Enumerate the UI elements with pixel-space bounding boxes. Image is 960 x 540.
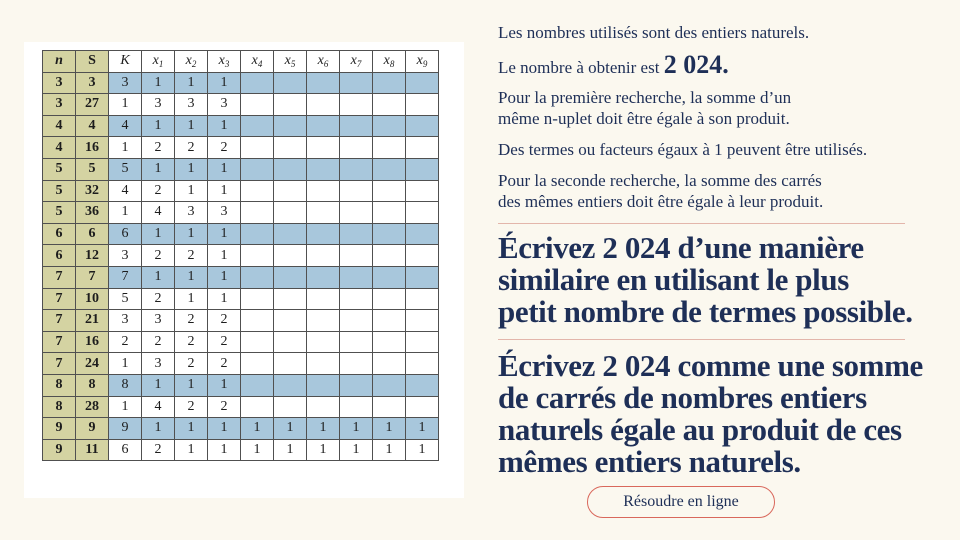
- cell-x6: [307, 202, 340, 224]
- cell-x5: [274, 115, 307, 137]
- cell-s: 21: [76, 310, 109, 332]
- cell-n: 7: [43, 331, 76, 353]
- cell-x3: 1: [208, 115, 241, 137]
- cell-k: 6: [109, 223, 142, 245]
- cell-x4: [241, 331, 274, 353]
- cell-x5: [274, 310, 307, 332]
- solve-online-button[interactable]: Résoudre en ligne: [587, 486, 775, 518]
- cell-x2: 1: [175, 223, 208, 245]
- cell-x9: [406, 72, 439, 94]
- divider-top: [498, 223, 905, 224]
- cell-x8: 1: [373, 418, 406, 440]
- cell-x9: [406, 94, 439, 116]
- cell-x8: [373, 158, 406, 180]
- cell-k: 4: [109, 180, 142, 202]
- cell-x7: [340, 310, 373, 332]
- cell-x2: 1: [175, 180, 208, 202]
- header-s: S: [76, 51, 109, 73]
- cell-x2: 3: [175, 94, 208, 116]
- cell-x3: 2: [208, 396, 241, 418]
- cell-k: 6: [109, 439, 142, 461]
- cell-x6: [307, 245, 340, 267]
- cell-x1: 1: [142, 418, 175, 440]
- cell-k: 7: [109, 266, 142, 288]
- cell-x5: [274, 180, 307, 202]
- cell-x8: [373, 310, 406, 332]
- cell-x3: 3: [208, 94, 241, 116]
- cell-x2: 2: [175, 310, 208, 332]
- cell-x8: [373, 245, 406, 267]
- cell-n: 5: [43, 158, 76, 180]
- challenge-1-line-1: Écrivez 2 024 d’une manière: [498, 230, 864, 265]
- table-row: [43, 418, 439, 440]
- header-x6: $x_6$: [307, 51, 340, 73]
- cell-n: 3: [43, 94, 76, 116]
- cell-x1: 2: [142, 331, 175, 353]
- cell-x9: [406, 353, 439, 375]
- cell-x3: 1: [208, 158, 241, 180]
- cell-x6: [307, 72, 340, 94]
- cell-k: 8: [109, 374, 142, 396]
- cell-x7: 1: [340, 418, 373, 440]
- cell-x8: [373, 223, 406, 245]
- solution-table-panel: [24, 42, 464, 498]
- cell-k: 3: [109, 245, 142, 267]
- cell-x7: [340, 223, 373, 245]
- header-x5: $x_5$: [274, 51, 307, 73]
- cell-s: 16: [76, 137, 109, 159]
- cell-x9: [406, 202, 439, 224]
- cell-x4: [241, 115, 274, 137]
- table-row: [43, 115, 439, 137]
- cell-x1: 2: [142, 180, 175, 202]
- cell-x6: [307, 331, 340, 353]
- cell-n: 7: [43, 288, 76, 310]
- cell-k: 3: [109, 72, 142, 94]
- cell-x3: 1: [208, 266, 241, 288]
- header-x9: $x_9$: [406, 51, 439, 73]
- cell-x4: [241, 137, 274, 159]
- table-row: [43, 331, 439, 353]
- cell-x7: [340, 180, 373, 202]
- cell-x4: [241, 245, 274, 267]
- solution-table: [42, 50, 439, 461]
- cell-x8: [373, 353, 406, 375]
- cell-x3: 2: [208, 331, 241, 353]
- table-header-row: [43, 51, 439, 73]
- cell-n: 4: [43, 137, 76, 159]
- cell-x1: 4: [142, 202, 175, 224]
- intro-line-4: Des termes ou facteurs égaux à 1 peuvent être utilisés.: [498, 140, 868, 159]
- table-row: [43, 288, 439, 310]
- cell-n: 8: [43, 374, 76, 396]
- cell-x3: 1: [208, 223, 241, 245]
- cell-x7: 1: [340, 439, 373, 461]
- cell-s: 24: [76, 353, 109, 375]
- cell-k: 1: [109, 137, 142, 159]
- cell-x2: 2: [175, 245, 208, 267]
- cell-k: 2: [109, 331, 142, 353]
- cell-x4: [241, 353, 274, 375]
- cell-x4: [241, 202, 274, 224]
- cell-s: 9: [76, 418, 109, 440]
- cell-s: 27: [76, 94, 109, 116]
- cell-k: 1: [109, 396, 142, 418]
- cell-x7: [340, 266, 373, 288]
- cell-s: 3: [76, 72, 109, 94]
- cell-x4: [241, 288, 274, 310]
- table-row: [43, 396, 439, 418]
- cell-x3: 1: [208, 180, 241, 202]
- header-x8: $x_8$: [373, 51, 406, 73]
- cell-x8: [373, 94, 406, 116]
- cell-x2: 1: [175, 266, 208, 288]
- cell-x6: [307, 310, 340, 332]
- cell-x4: [241, 396, 274, 418]
- header-x7: $x_7$: [340, 51, 373, 73]
- cell-x2: 3: [175, 202, 208, 224]
- header-x2: $x_2$: [175, 51, 208, 73]
- cell-x9: [406, 266, 439, 288]
- cell-s: 11: [76, 439, 109, 461]
- cell-x6: [307, 353, 340, 375]
- cell-x5: [274, 396, 307, 418]
- cell-x7: [340, 158, 373, 180]
- cell-x8: 1: [373, 439, 406, 461]
- cell-x9: [406, 396, 439, 418]
- cell-x7: [340, 396, 373, 418]
- cell-x1: 1: [142, 374, 175, 396]
- cell-x1: 1: [142, 158, 175, 180]
- cell-x8: [373, 288, 406, 310]
- intro-line-5b: des mêmes entiers doit être égale à leur produit.: [498, 192, 824, 211]
- table-row: [43, 223, 439, 245]
- cell-s: 8: [76, 374, 109, 396]
- cell-s: 36: [76, 202, 109, 224]
- cell-x7: [340, 115, 373, 137]
- cell-x1: 1: [142, 266, 175, 288]
- header-x3: $x_3$: [208, 51, 241, 73]
- cell-x8: [373, 202, 406, 224]
- cell-x5: 1: [274, 439, 307, 461]
- cell-x7: [340, 94, 373, 116]
- cell-n: 4: [43, 115, 76, 137]
- cell-x3: 1: [208, 72, 241, 94]
- cell-x6: [307, 158, 340, 180]
- cell-n: 6: [43, 223, 76, 245]
- cell-x2: 1: [175, 439, 208, 461]
- cell-x5: [274, 353, 307, 375]
- cell-x8: [373, 331, 406, 353]
- cell-x4: [241, 158, 274, 180]
- cell-x6: [307, 266, 340, 288]
- cell-x4: 1: [241, 418, 274, 440]
- table-row: [43, 353, 439, 375]
- cell-x5: [274, 266, 307, 288]
- table-row: [43, 439, 439, 461]
- challenge-2-line-1: Écrivez 2 024 comme une somme: [498, 348, 923, 383]
- target-number-line: [498, 50, 918, 79]
- challenge-2-line-3: naturels égale au produit de ces: [498, 412, 902, 447]
- cell-n: 6: [43, 245, 76, 267]
- cell-x5: [274, 94, 307, 116]
- cell-x2: 2: [175, 353, 208, 375]
- cell-x1: 3: [142, 310, 175, 332]
- cell-x6: 1: [307, 418, 340, 440]
- cell-x2: 1: [175, 418, 208, 440]
- header-x1: $x_1$: [142, 51, 175, 73]
- cell-x6: [307, 94, 340, 116]
- cell-x7: [340, 245, 373, 267]
- cell-x4: [241, 310, 274, 332]
- cell-x5: 1: [274, 418, 307, 440]
- cell-x1: 4: [142, 396, 175, 418]
- cell-x1: 2: [142, 137, 175, 159]
- cell-x3: 1: [208, 245, 241, 267]
- cell-x4: [241, 223, 274, 245]
- cell-x2: 2: [175, 137, 208, 159]
- cell-x9: [406, 137, 439, 159]
- cell-x5: [274, 245, 307, 267]
- challenge-1-line-2: similaire en utilisant le plus: [498, 262, 849, 297]
- cell-x8: [373, 266, 406, 288]
- cell-s: 10: [76, 288, 109, 310]
- cell-x3: 2: [208, 353, 241, 375]
- cell-x3: 3: [208, 202, 241, 224]
- cell-x1: 2: [142, 288, 175, 310]
- cell-s: 32: [76, 180, 109, 202]
- cell-x1: 1: [142, 72, 175, 94]
- intro-line-5a: Pour la seconde recherche, la somme des carrés: [498, 171, 822, 190]
- cell-x9: [406, 374, 439, 396]
- cell-x2: 1: [175, 288, 208, 310]
- cell-x2: 1: [175, 72, 208, 94]
- target-number: 2 024.: [663, 50, 729, 79]
- cell-x8: [373, 396, 406, 418]
- cell-x2: 1: [175, 115, 208, 137]
- cell-x2: 1: [175, 374, 208, 396]
- table-row: [43, 245, 439, 267]
- cell-x1: 2: [142, 439, 175, 461]
- cell-x3: 2: [208, 310, 241, 332]
- cell-s: 7: [76, 266, 109, 288]
- cell-x9: [406, 115, 439, 137]
- cell-n: 5: [43, 202, 76, 224]
- cell-x8: [373, 137, 406, 159]
- cell-x9: [406, 158, 439, 180]
- table-row: [43, 374, 439, 396]
- cell-x9: [406, 180, 439, 202]
- cell-x7: [340, 288, 373, 310]
- cell-x5: [274, 158, 307, 180]
- cell-x6: [307, 374, 340, 396]
- target-prefix: Le nombre à obtenir est: [498, 58, 660, 77]
- cell-k: 1: [109, 94, 142, 116]
- table-row: [43, 202, 439, 224]
- cell-x5: [274, 202, 307, 224]
- cell-x6: [307, 180, 340, 202]
- cell-x1: 1: [142, 223, 175, 245]
- cell-n: 7: [43, 310, 76, 332]
- cell-k: 5: [109, 288, 142, 310]
- cell-x4: [241, 72, 274, 94]
- cell-x4: [241, 374, 274, 396]
- cell-x9: 1: [406, 418, 439, 440]
- cell-x7: [340, 202, 373, 224]
- cell-x9: [406, 245, 439, 267]
- cell-x3: 1: [208, 374, 241, 396]
- cell-n: 8: [43, 396, 76, 418]
- cell-x6: [307, 288, 340, 310]
- cell-x1: 3: [142, 353, 175, 375]
- instructions-panel: [498, 20, 918, 212]
- table-row: [43, 94, 439, 116]
- header-n: n: [43, 51, 76, 73]
- cell-n: 7: [43, 266, 76, 288]
- cell-n: 7: [43, 353, 76, 375]
- cell-x8: [373, 374, 406, 396]
- cell-k: 9: [109, 418, 142, 440]
- cell-s: 12: [76, 245, 109, 267]
- cell-k: 4: [109, 115, 142, 137]
- cell-x5: [274, 72, 307, 94]
- table-row: [43, 158, 439, 180]
- cell-x7: [340, 72, 373, 94]
- cell-x7: [340, 353, 373, 375]
- intro-line-1: Les nombres utilisés sont des entiers naturels.: [498, 23, 810, 42]
- cell-x5: [274, 223, 307, 245]
- cell-x8: [373, 180, 406, 202]
- challenge-2-line-4: mêmes entiers naturels.: [498, 444, 801, 479]
- cell-x1: 3: [142, 94, 175, 116]
- cell-x9: [406, 331, 439, 353]
- challenge-2-line-2: de carrés de nombres entiers: [498, 380, 867, 415]
- table-row: [43, 72, 439, 94]
- table-row: [43, 266, 439, 288]
- cell-x8: [373, 115, 406, 137]
- header-x4: $x_4$: [241, 51, 274, 73]
- cell-k: 1: [109, 202, 142, 224]
- cell-x2: 2: [175, 396, 208, 418]
- cell-x6: [307, 396, 340, 418]
- cell-x6: 1: [307, 439, 340, 461]
- cell-n: 5: [43, 180, 76, 202]
- cell-x3: 1: [208, 288, 241, 310]
- cell-x4: 1: [241, 439, 274, 461]
- cell-x1: 2: [142, 245, 175, 267]
- cell-x3: 2: [208, 137, 241, 159]
- cell-n: 9: [43, 418, 76, 440]
- cell-x4: [241, 266, 274, 288]
- cell-x6: [307, 115, 340, 137]
- cell-k: 1: [109, 353, 142, 375]
- cell-x5: [274, 374, 307, 396]
- intro-line-3a: Pour la première recherche, la somme d’un: [498, 88, 792, 107]
- cell-n: 9: [43, 439, 76, 461]
- challenge-1-heading: [498, 232, 928, 328]
- cell-x9: [406, 288, 439, 310]
- cell-x4: [241, 180, 274, 202]
- cell-x8: [373, 72, 406, 94]
- challenge-2-heading: [498, 350, 928, 478]
- cell-x4: [241, 94, 274, 116]
- cell-k: 5: [109, 158, 142, 180]
- cell-s: 6: [76, 223, 109, 245]
- cell-x7: [340, 137, 373, 159]
- table-row: [43, 137, 439, 159]
- cell-x2: 1: [175, 158, 208, 180]
- cell-x9: 1: [406, 439, 439, 461]
- cell-x9: [406, 310, 439, 332]
- cell-x5: [274, 331, 307, 353]
- cell-x3: 1: [208, 439, 241, 461]
- cell-x7: [340, 374, 373, 396]
- cell-x6: [307, 223, 340, 245]
- intro-line-3b: même n-uplet doit être égale à son produit.: [498, 109, 790, 128]
- cell-x5: [274, 137, 307, 159]
- table-row: [43, 180, 439, 202]
- header-k: K: [109, 51, 142, 73]
- cell-x5: [274, 288, 307, 310]
- cell-s: 16: [76, 331, 109, 353]
- challenge-1-line-3: petit nombre de termes possible.: [498, 294, 913, 329]
- cell-x7: [340, 331, 373, 353]
- cell-s: 28: [76, 396, 109, 418]
- cell-x1: 1: [142, 115, 175, 137]
- cell-n: 3: [43, 72, 76, 94]
- cell-x9: [406, 223, 439, 245]
- cell-x6: [307, 137, 340, 159]
- cell-s: 5: [76, 158, 109, 180]
- cell-s: 4: [76, 115, 109, 137]
- cell-x2: 2: [175, 331, 208, 353]
- cell-k: 3: [109, 310, 142, 332]
- table-row: [43, 310, 439, 332]
- divider-middle: [498, 339, 905, 340]
- cell-x3: 1: [208, 418, 241, 440]
